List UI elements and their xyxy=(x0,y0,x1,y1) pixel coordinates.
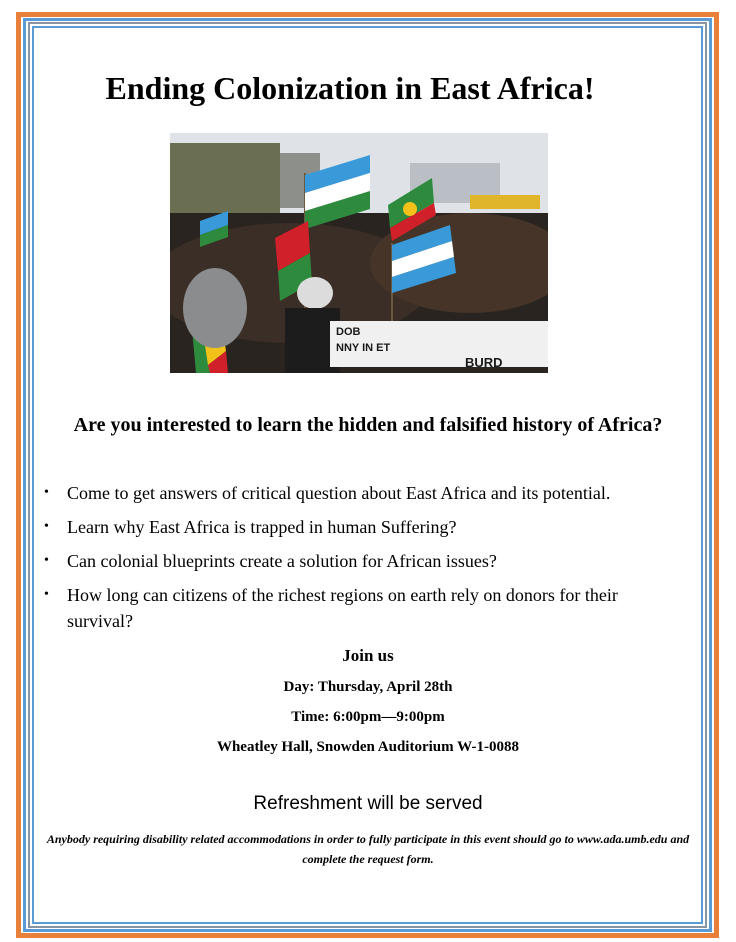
list-item: • How long can citizens of the richest regions on earth rely on donors for their survival? xyxy=(44,582,684,634)
photo-trees xyxy=(170,143,280,223)
event-day: Day: Thursday, April 28th xyxy=(283,679,453,695)
list-item: • Learn why East Africa is trapped in human Suffering? xyxy=(44,514,684,540)
accessibility-disclaimer: Anybody requiring disability related accommodations in order to fully participate in this event should go to www.ada.umb.edu and complete the request form. xyxy=(46,832,690,866)
banner-text-2: NNY IN ET xyxy=(336,342,391,354)
photo-person-hood xyxy=(183,268,247,348)
banner-text-1: DOB xyxy=(336,326,361,338)
event-time: Time: 6:00pm—9:00pm xyxy=(291,709,445,725)
refreshment-note: Refreshment will be served xyxy=(253,793,483,814)
banner-text-3: BURD xyxy=(465,355,503,370)
join-us: Join us xyxy=(342,646,394,665)
rally-photo xyxy=(170,133,548,373)
topic-list xyxy=(44,480,684,642)
flyer-title: Ending Colonization in East Africa! xyxy=(105,70,595,106)
list-item: • Come to get answers of critical question about East Africa and its potential. xyxy=(44,480,684,506)
flyer-question: Are you interested to learn the hidden and falsified history of Africa? xyxy=(73,414,663,436)
event-location: Wheatley Hall, Snowden Auditorium W-1-0088 xyxy=(216,739,520,755)
list-item: • Can colonial blueprints create a solution for African issues? xyxy=(44,548,684,574)
photo-person-hat xyxy=(297,277,333,309)
photo-bus xyxy=(470,195,540,209)
